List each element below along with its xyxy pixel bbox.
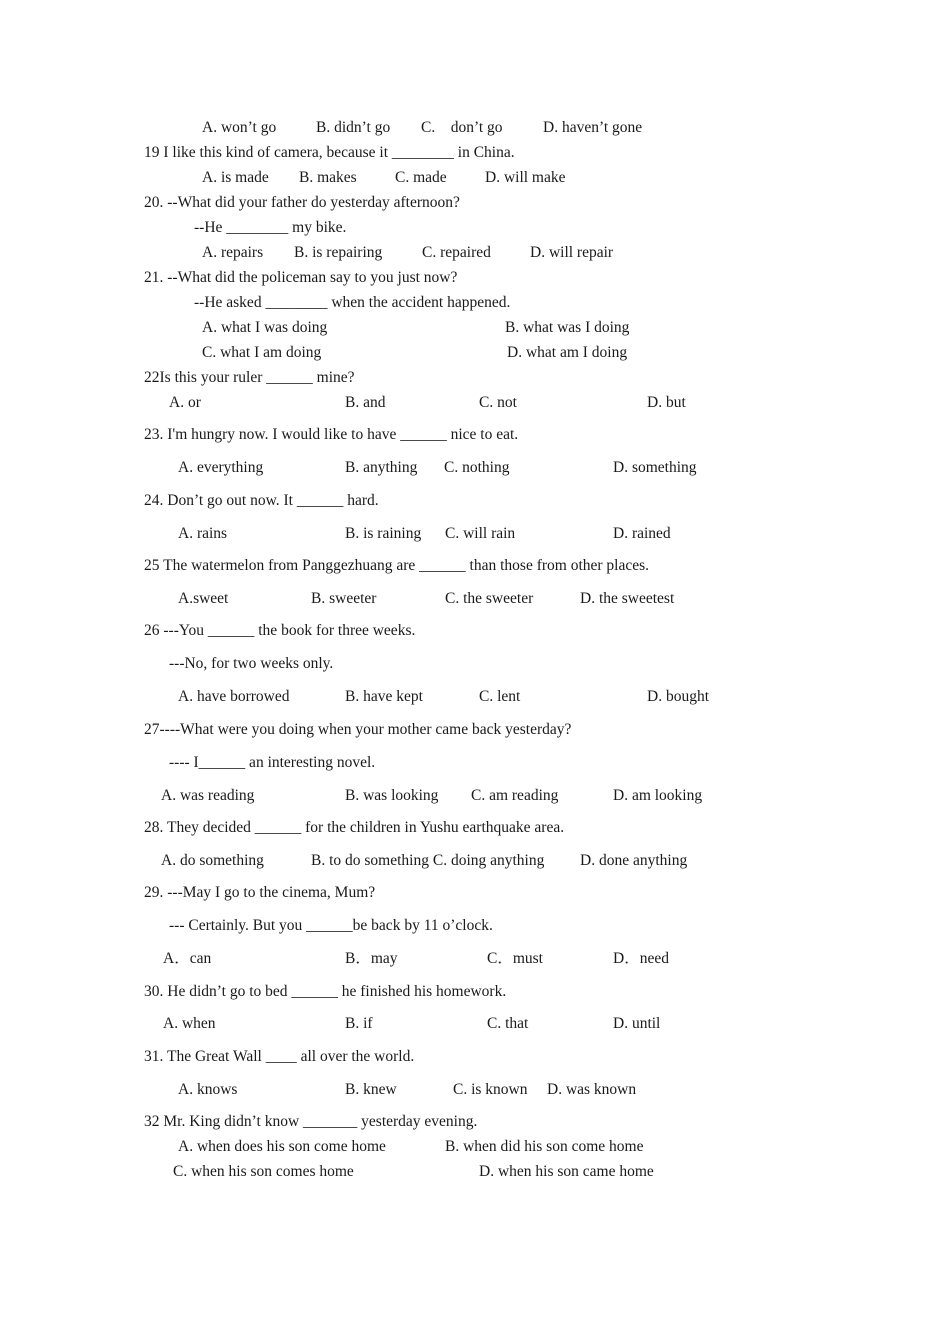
option-text: B. makes bbox=[299, 169, 357, 186]
q22-question-text: 22Is this your ruler ______ mine? bbox=[144, 369, 355, 386]
q26-answer-text: ---No, for two weeks only. bbox=[169, 655, 334, 672]
option-text: B. to do something C. doing anything bbox=[311, 852, 545, 869]
option-text: A. is made bbox=[202, 169, 269, 186]
option-text: B. and bbox=[345, 394, 386, 411]
option-text: C. not bbox=[479, 394, 517, 411]
option-text: C. don’t go bbox=[421, 119, 503, 136]
option-text: A. rains bbox=[178, 525, 228, 542]
option-text: D. haven’t gone bbox=[543, 119, 643, 136]
option-text: A. when bbox=[163, 1015, 216, 1032]
option-text: B. is repairing bbox=[294, 244, 383, 261]
option-text: A. repairs bbox=[202, 244, 264, 261]
option-text: D．need bbox=[613, 950, 669, 967]
option-text: B. is raining bbox=[345, 525, 422, 542]
option-text: B. sweeter bbox=[311, 590, 377, 607]
option-text: D. rained bbox=[613, 525, 671, 542]
option-text: A. when does his son come home bbox=[178, 1138, 386, 1155]
option-text: D. will make bbox=[485, 169, 566, 186]
option-text: C. the sweeter bbox=[445, 590, 534, 607]
option-text: C. is known bbox=[453, 1081, 528, 1098]
option-text: C. will rain bbox=[445, 525, 516, 542]
option-text: A. won’t go bbox=[202, 119, 277, 136]
q25-question-text: 25 The watermelon from Panggezhuang are ______ than those from other places. bbox=[144, 557, 650, 574]
q24-question-text: 24. Don’t go out now. It ______ hard. bbox=[144, 492, 379, 509]
option-text: D. something bbox=[613, 459, 697, 476]
option-text: B. when did his son come home bbox=[445, 1138, 644, 1155]
q29-question-text: 29. ---May I go to the cinema, Mum? bbox=[144, 884, 376, 901]
option-text: A.sweet bbox=[178, 590, 229, 607]
q28-question-text: 28. They decided ______ for the children in Yushu earthquake area. bbox=[144, 819, 565, 836]
option-text: C. nothing bbox=[444, 459, 510, 476]
q31-question-text: 31. The Great Wall ____ all over the world. bbox=[144, 1048, 415, 1065]
option-text: C. made bbox=[395, 169, 447, 186]
option-text: A. have borrowed bbox=[178, 688, 290, 705]
option-text: C. lent bbox=[479, 688, 521, 705]
option-text: D. will repair bbox=[530, 244, 614, 261]
option-text: B. was looking bbox=[345, 787, 439, 804]
option-text: D. the sweetest bbox=[580, 590, 675, 607]
option-text: D. am looking bbox=[613, 787, 703, 804]
option-text: A. knows bbox=[178, 1081, 238, 1098]
q23-question-text: 23. I'm hungry now. I would like to have ______ nice to eat. bbox=[144, 426, 519, 443]
q32-question-text: 32 Mr. King didn’t know _______ yesterday evening. bbox=[144, 1113, 478, 1130]
option-text: D. bought bbox=[647, 688, 709, 705]
option-text: A. everything bbox=[178, 459, 264, 476]
option-text: C. am reading bbox=[471, 787, 559, 804]
option-text: C. when his son comes home bbox=[173, 1163, 354, 1180]
option-text: D. was known bbox=[547, 1081, 637, 1098]
q21-answer-text: --He asked ________ when the accident happened. bbox=[194, 294, 511, 311]
option-text: A. or bbox=[169, 394, 201, 411]
option-text: B. knew bbox=[345, 1081, 397, 1098]
q27-answer-text: ---- I______ an interesting novel. bbox=[169, 754, 376, 771]
q20-question-text: 20. --What did your father do yesterday afternoon? bbox=[144, 194, 460, 211]
option-text: B．may bbox=[345, 950, 398, 967]
option-text: C. what I am doing bbox=[202, 344, 322, 361]
q27-question-text: 27----What were you doing when your mother came back yesterday? bbox=[144, 721, 572, 738]
option-text: D. done anything bbox=[580, 852, 688, 869]
option-text: A. do something bbox=[161, 852, 264, 869]
option-text: D. until bbox=[613, 1015, 661, 1032]
option-text: A. was reading bbox=[161, 787, 255, 804]
q29-answer-text: --- Certainly. But you ______be back by 11 o’clock. bbox=[169, 917, 493, 934]
option-text: B. if bbox=[345, 1015, 373, 1032]
option-text: A. what I was doing bbox=[202, 319, 328, 336]
q19-question-text: 19 I like this kind of camera, because it ________ in China. bbox=[144, 144, 515, 161]
option-text: C．must bbox=[487, 950, 543, 967]
option-text: B. have kept bbox=[345, 688, 423, 705]
option-text: D. but bbox=[647, 394, 686, 411]
option-text: B. anything bbox=[345, 459, 418, 476]
option-text: D. what am I doing bbox=[507, 344, 628, 361]
option-text: B. what was I doing bbox=[505, 319, 630, 336]
q26-question-text: 26 ---You ______ the book for three weeks. bbox=[144, 622, 416, 639]
q30-question-text: 30. He didn’t go to bed ______ he finished his homework. bbox=[144, 983, 507, 1000]
option-text: B. didn’t go bbox=[316, 119, 391, 136]
q21-question-text: 21. --What did the policeman say to you just now? bbox=[144, 269, 458, 286]
option-text: C. that bbox=[487, 1015, 529, 1032]
q20-answer-text: --He ________ my bike. bbox=[194, 219, 347, 236]
option-text: C. repaired bbox=[422, 244, 491, 261]
option-text: A．can bbox=[163, 950, 212, 967]
option-text: D. when his son came home bbox=[479, 1163, 654, 1180]
